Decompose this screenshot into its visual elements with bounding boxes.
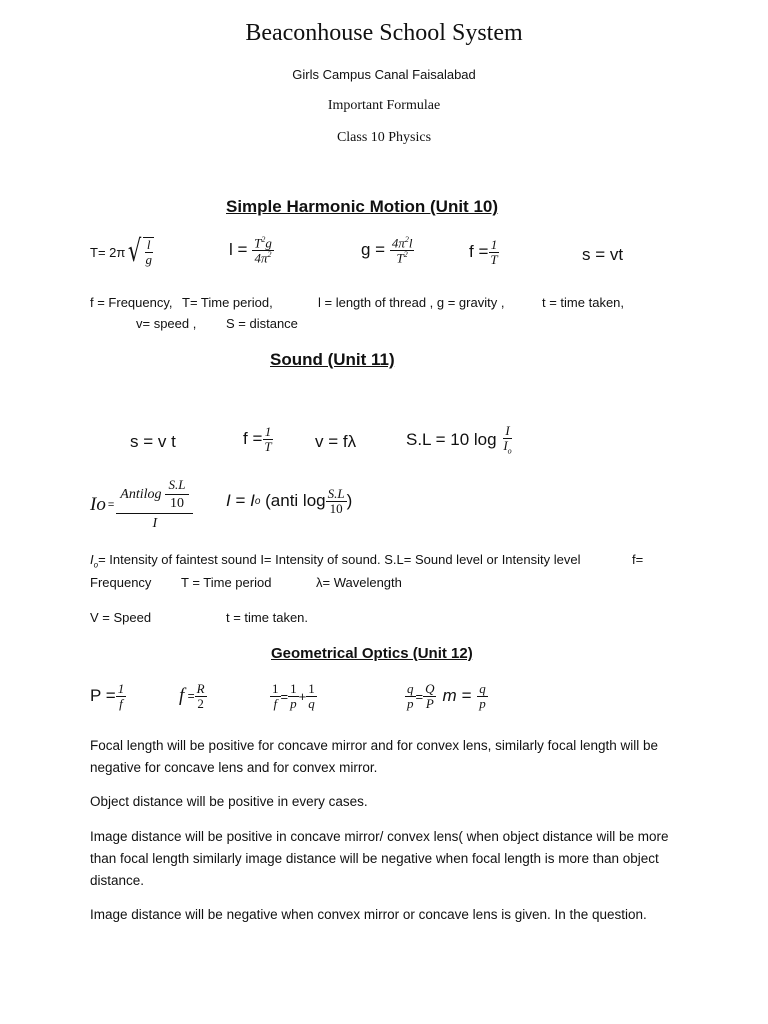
optics-heading: Geometrical Optics (Unit 12) [271,645,473,662]
sound-eq-frequency-den: T [264,438,272,454]
sound-eq-level [406,424,514,456]
eq-frequency-lhs: f = [469,242,489,262]
optics-eq-focal-num: R [196,681,205,696]
sound-heading: Sound (Unit 11) [270,350,395,369]
sound-eq-io-outer-den: I [152,516,158,532]
sound-eq-intensity-num: S.L [327,486,345,501]
eq-gravity-num-rest: l [408,235,413,251]
optics-eq-lens [270,682,317,710]
sound-legend-b1: Frequency [90,575,152,590]
sound-eq-intensity-close: ) [346,491,353,511]
optics-eq-mag-c-den: p [479,695,486,711]
eq-length [229,236,274,265]
optics-paragraph-1: Focal length will be positive for concave mirror and for convex lens, similarly focal length will be negative for concave lens and for convex mirror. [90,738,658,775]
eq-length-num: T [254,235,262,251]
sound-legend-io-sub: o [93,560,99,570]
sound-legend-c1: V = Speed [90,610,152,625]
shm-heading: Simple Harmonic Motion (Unit 10) [226,197,499,216]
optics-eq-lens-b-num: 1 [290,681,297,696]
sound-eq-intensity-mid: (anti log [260,491,326,511]
sound-legend-f: f= [632,552,644,567]
optics-eq-mag-c-num: q [479,681,486,696]
sound-eq-frequency-num: 1 [264,424,272,439]
shm-legend-1c: l = length of thread , g = gravity , [318,295,505,310]
sound-eq-level-lhs: S.L = 10 log [406,429,497,449]
eq-gravity-den-sup: 2 [403,249,408,259]
eq-period-lhs: T= 2π [90,244,126,260]
optics-eq-focal-lhs: f [179,685,185,707]
optics-eq-lens-c-den: q [308,695,315,711]
sound-eq-frequency [243,425,274,453]
sound-eq-wave: v = fλ [315,432,357,451]
sound-eq-level-num: I [505,423,510,438]
optics-eq-lens-a-den: f [273,695,278,711]
optics-eq-lens-a-num: 1 [272,681,279,696]
optics-eq-mag-eq: = [415,688,424,704]
sound-eq-intensity [226,487,352,515]
optics-eq-focal-den: 2 [197,695,204,711]
sound-eq-io-frac [116,478,193,532]
optics-eq-mag-a-den: p [407,695,414,711]
eq-frequency [469,238,500,266]
optics-eq-magnification [405,682,488,710]
eq-length-den-sup: 2 [267,249,272,259]
eq-frequency-num: 1 [490,237,498,252]
optics-eq-mag-b-num: Q [425,681,435,696]
eq-period-num: l [146,237,151,253]
sound-eq-io-den: 10 [169,495,184,511]
subtitle-line: Important Formulae [327,98,441,113]
eq-length-den: 4π [254,250,268,266]
shm-legend-1a: f = Frequency, [90,295,173,310]
optics-eq-lens-c-num: 1 [308,681,315,696]
shm-legend-1b: T= Time period, [182,295,273,310]
sound-eq-level-den: I [503,437,508,453]
eq-frequency-den: T [490,251,498,267]
class-line: Class 10 Physics [336,130,432,145]
optics-eq-power-num: 1 [117,681,125,696]
eq-length-num-sup: 2 [261,235,266,244]
sound-eq-intensity-den: 10 [329,500,343,516]
shm-legend-2b: S = distance [226,316,298,331]
optics-eq-lens-eq: = [280,688,289,704]
school-title: Beaconhouse School System [245,20,523,46]
sound-eq-level-den-sub: o [507,446,512,456]
eq-gravity-num: 4π [391,235,405,251]
sound-eq-intensity-io-sub: o [254,495,261,507]
sound-legend-io: I [90,552,94,567]
eq-gravity [361,236,414,265]
sound-eq-io [90,478,193,532]
sound-eq-intensity-eq: = [230,491,251,511]
eq-length-lhs: l = [229,240,248,260]
sound-eq-intensity-io: I [250,491,255,511]
shm-legend-2a: v= speed , [136,316,197,331]
sound-eq-intensity-lhs: I [226,491,231,511]
sound-legend-b2: T = Time period [181,575,272,590]
sound-eq-io-antilog: Antilog [120,486,162,502]
sound-legend-text: = Intensity of faintest sound I= Intensity of sound. S.L= Sound level or Intensity level [98,552,581,567]
optics-eq-focal [179,682,207,710]
shm-legend-1d: t = time taken, [542,295,625,310]
eq-period-den: g [145,252,152,267]
eq-period [90,234,154,269]
sound-eq-io-lhs: Io [90,494,106,516]
optics-eq-mag-a-num: q [407,681,414,696]
optics-paragraph-3: Image distance will be positive in concave mirror/ convex lens( when object distance will be more than focal length similarly image distance will be negative when focal length is more than object distance. [90,829,669,888]
sound-eq-svt: s = v t [130,432,176,451]
eq-gravity-num-sup: 2 [404,235,409,244]
eq-svt: s = vt [582,245,624,264]
sound-legend-b3: λ= Wavelength [316,575,402,590]
optics-eq-power-lhs: P = [90,686,116,706]
eq-gravity-den: T [396,250,404,266]
sound-eq-frequency-lhs: f = [243,429,263,449]
optics-eq-focal-eq: = [184,689,195,704]
eq-length-num-rest: g [265,235,272,251]
optics-eq-power-den: f [119,695,123,711]
optics-eq-lens-plus: + [298,688,307,704]
eq-gravity-lhs: g = [361,240,386,260]
sound-eq-io-eq: = [107,499,115,512]
sound-legend-c2: t = time taken. [226,610,309,625]
optics-eq-mag-b-den: P [425,695,434,711]
radical-sign: √ $\frac{l}{g}$ [128,234,152,269]
optics-paragraph-4: Image distance will be negative when convex mirror or concave lens is given. In the question. [90,907,647,922]
optics-paragraph-2: Object distance will be positive in every cases. [90,794,368,809]
optics-eq-mag-m: m = [442,686,472,706]
campus-line: Girls Campus Canal Faisalabad [292,67,476,82]
optics-eq-lens-b-den: p [290,695,297,711]
sound-eq-io-num: S.L [165,478,190,495]
optics-eq-power [90,682,126,710]
sound-legend-a [90,552,580,570]
